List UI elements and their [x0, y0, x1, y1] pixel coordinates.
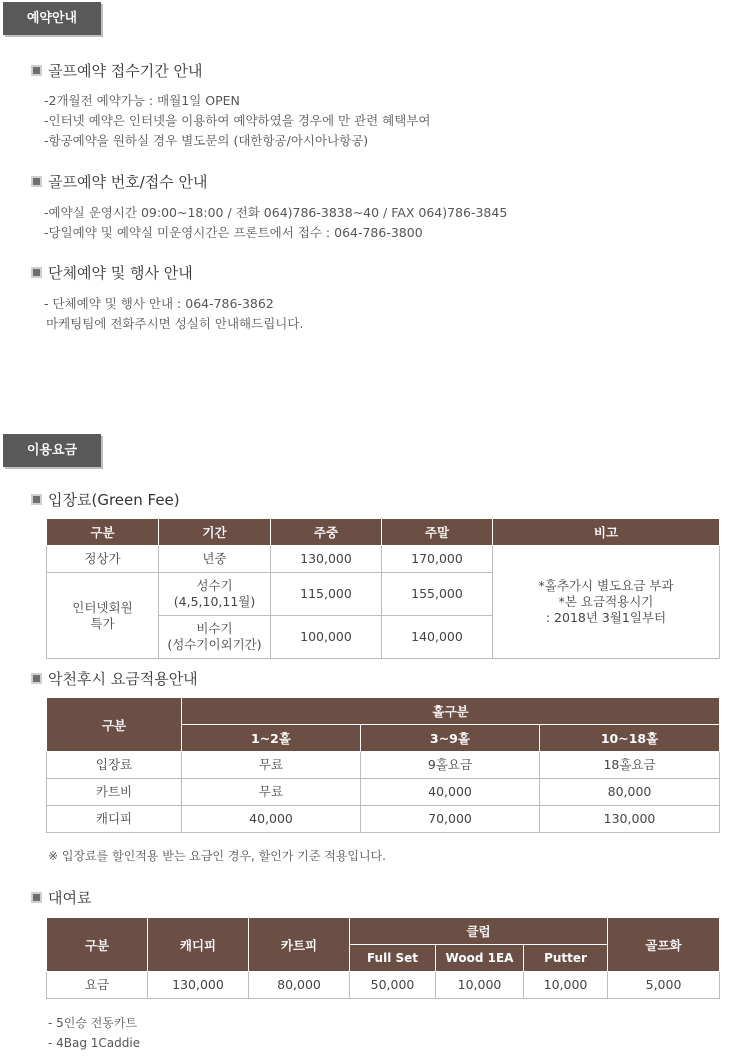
fees-tab: 이용요금: [3, 434, 101, 467]
rental-note: - 4Bag 1Caddie: [48, 1036, 141, 1050]
weekday-price: 130,000: [271, 546, 382, 573]
reservation-tab: 예약안내: [3, 2, 101, 35]
weekend-price: 170,000: [382, 546, 493, 573]
column-header: Full Set: [350, 945, 436, 972]
column-header: 클럽: [350, 918, 608, 945]
info-line: -인터넷 예약은 인터넷을 이용하여 예약하였을 경우에 만 관련 혜택부여: [44, 113, 431, 128]
period-line: 비수기: [196, 621, 233, 636]
weekend-price: 140,000: [382, 616, 493, 659]
column-header: 캐디피: [148, 918, 249, 972]
period-cell: [159, 573, 271, 616]
section-heading: [31, 668, 198, 689]
weather-fee-table: [46, 697, 720, 833]
period-line: (성수기이외기간): [167, 637, 262, 652]
weekend-price: 155,000: [382, 573, 493, 616]
info-line: 마케팅팀에 전화주시면 성실히 안내해드립니다.: [46, 316, 304, 331]
column-header: 구분: [47, 519, 159, 546]
table-row: [47, 752, 720, 779]
period-cell: [159, 616, 271, 659]
column-header: 주말: [382, 519, 493, 546]
row-label: [47, 573, 159, 659]
row-label-line: 인터넷회원: [72, 599, 133, 615]
row-label: 입장료: [47, 752, 182, 779]
heading-text: 입장료(Green Fee): [48, 491, 180, 509]
table-row: [47, 972, 720, 999]
table-cell: 70,000: [361, 806, 540, 833]
column-header: 1~2홀: [182, 725, 361, 752]
remarks-cell: [493, 546, 720, 659]
column-header: 비고: [493, 519, 720, 546]
table-row: [47, 779, 720, 806]
column-header: 구분: [47, 698, 182, 752]
table-cell: 18홀요금: [540, 752, 720, 779]
period-cell: 년중: [159, 546, 271, 573]
info-line: -2개월전 예약가능 : 매월1일 OPEN: [44, 93, 240, 108]
square-bullet-icon: [31, 892, 42, 903]
column-header: 10~18홀: [540, 725, 720, 752]
info-line: -항공예약을 원하실 경우 별도문의 (대한항공/아시아나항공): [44, 133, 369, 148]
table-row: [47, 546, 720, 573]
row-label: 캐디피: [47, 806, 182, 833]
weather-note: ※ 입장료를 할인적용 받는 요금인 경우, 할인가 기준 적용입니다.: [48, 849, 387, 863]
column-header: 주중: [271, 519, 382, 546]
rental-note: - 5인승 전동카트: [48, 1016, 138, 1030]
weekday-price: 100,000: [271, 616, 382, 659]
info-line: -당일예약 및 예약실 미운영시간은 프론트에서 접수 : 064-786-3800: [44, 225, 423, 240]
section-heading: [31, 60, 202, 81]
table-cell: 무료: [182, 752, 361, 779]
section-heading: [31, 887, 91, 908]
row-label: 요금: [47, 972, 148, 999]
square-bullet-icon: [31, 494, 42, 505]
remark-line: : 2018년 3월1일부터: [545, 610, 667, 625]
table-header-row: [47, 698, 720, 725]
square-bullet-icon: [31, 673, 42, 684]
table-cell: 80,000: [249, 972, 350, 999]
column-header: 기간: [159, 519, 271, 546]
column-header: 골프화: [608, 918, 720, 972]
table-cell: 50,000: [350, 972, 436, 999]
remark-line: *본 요금적용시기: [558, 594, 654, 609]
info-line: -예약실 운영시간 09:00~18:00 / 전화 064)786-3838~40 / FAX 064)786-3845: [44, 205, 508, 220]
section-heading: [31, 171, 208, 192]
period-line: 성수기: [196, 578, 233, 593]
row-label-line: 특가: [90, 615, 115, 631]
table-cell: 40,000: [182, 806, 361, 833]
green-fee-table: [46, 518, 720, 659]
row-label: 카트비: [47, 779, 182, 806]
column-header: 3~9홀: [361, 725, 540, 752]
remark-line: *홀추가시 별도요금 부과: [538, 578, 674, 593]
table-header-row: [47, 519, 720, 546]
rental-fee-table: [46, 917, 720, 999]
info-line: - 단체예약 및 행사 안내 : 064-786-3862: [44, 296, 274, 311]
table-cell: 80,000: [540, 779, 720, 806]
section-heading: [31, 489, 180, 510]
column-header: Wood 1EA: [436, 945, 524, 972]
column-header: 홀구분: [182, 698, 720, 725]
column-header: Putter: [524, 945, 608, 972]
table-cell: 40,000: [361, 779, 540, 806]
table-header-row: [47, 918, 720, 945]
row-label: 정상가: [47, 546, 159, 573]
section-heading: [31, 262, 193, 283]
heading-text: 악천후시 요금적용안내: [48, 670, 198, 688]
table-cell: 10,000: [524, 972, 608, 999]
column-header: 카트피: [249, 918, 350, 972]
square-bullet-icon: [31, 267, 42, 278]
table-cell: 5,000: [608, 972, 720, 999]
table-cell: 9홀요금: [361, 752, 540, 779]
heading-text: 대여료: [48, 889, 92, 907]
table-cell: 10,000: [436, 972, 524, 999]
heading-text: 골프예약 접수기간 안내: [48, 62, 203, 80]
column-header: 구분: [47, 918, 148, 972]
table-cell: 무료: [182, 779, 361, 806]
square-bullet-icon: [31, 65, 42, 76]
weekday-price: 115,000: [271, 573, 382, 616]
table-row: [47, 806, 720, 833]
table-cell: 130,000: [148, 972, 249, 999]
heading-text: 골프예약 번호/접수 안내: [48, 173, 208, 191]
square-bullet-icon: [31, 176, 42, 187]
heading-text: 단체예약 및 행사 안내: [48, 264, 193, 282]
period-line: (4,5,10,11월): [173, 594, 256, 609]
table-cell: 130,000: [540, 806, 720, 833]
